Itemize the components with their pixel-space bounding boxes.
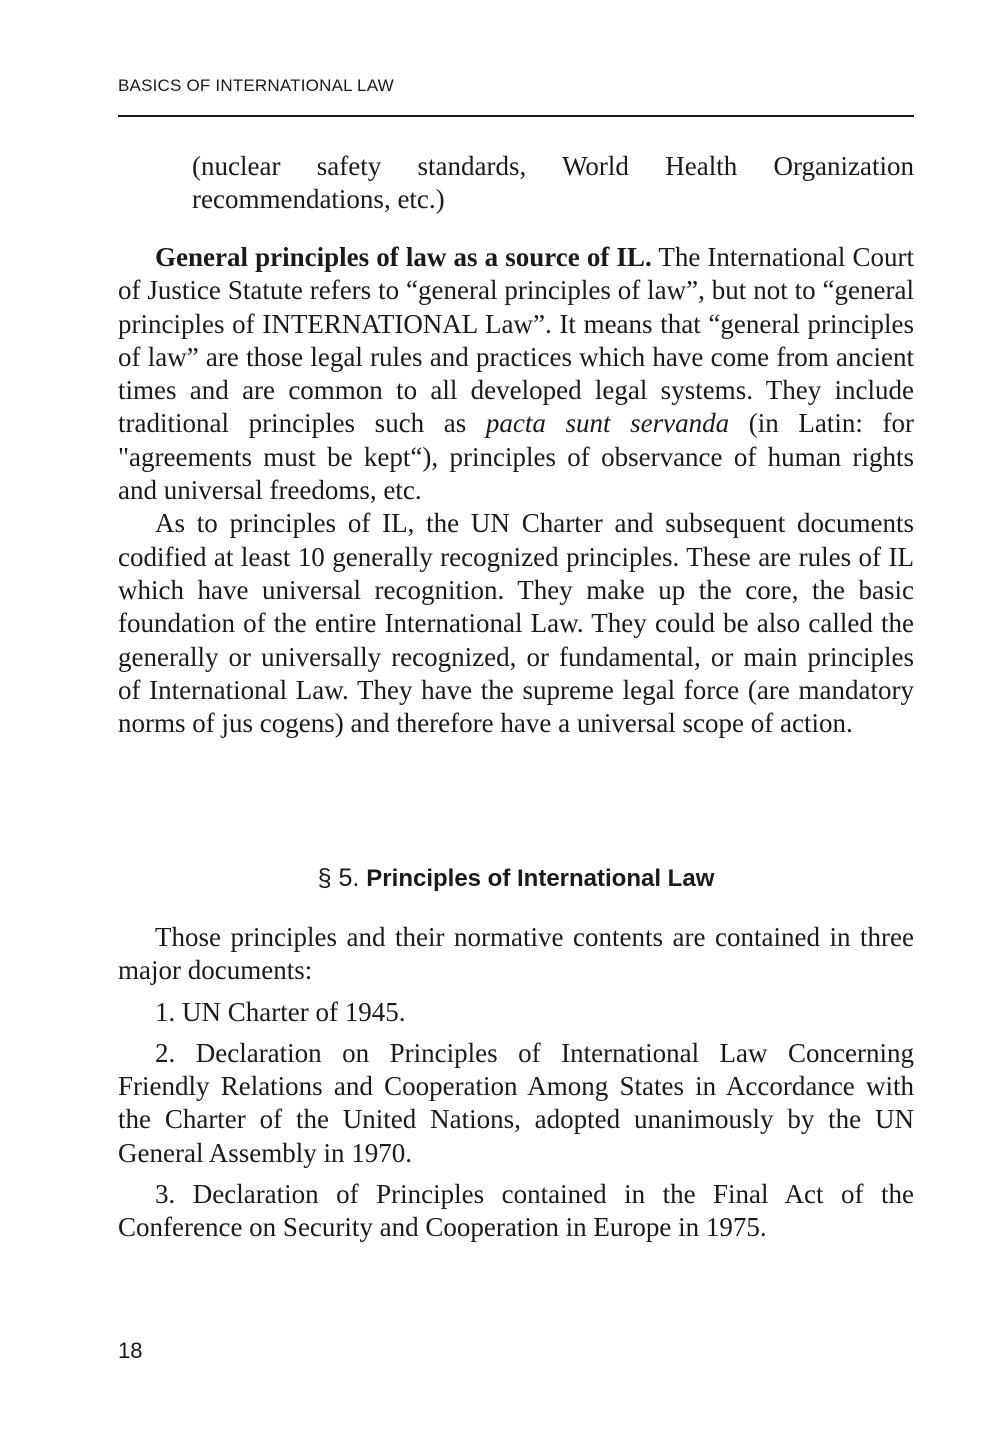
header-rule — [118, 115, 914, 117]
latin-term: pacta sunt servanda — [485, 408, 730, 439]
section-heading — [118, 864, 914, 893]
section-number: § 5. — [317, 864, 360, 892]
general-principles-text-2: (in Latin: for "agreements must be kept“), principles of observance of human rights and universal freedoms, etc. — [118, 408, 914, 506]
list-item: 1. UN Charter of 1945. — [155, 996, 406, 1027]
continued-text: (nuclear safety standards, World Health Organization recommendations, etc.) — [192, 151, 914, 215]
list-item: 3. Declaration of Principles contained in the Final Act of the Conference on Security and Cooperation in Europe in 1975. — [118, 1179, 914, 1243]
general-principles-section — [118, 241, 914, 740]
page-number: 18 — [118, 1338, 143, 1363]
section-intro: Those principles and their normative contents are contained in three major documents: — [118, 922, 914, 986]
list-item: 2. Declaration on Principles of International Law Concerning Friendly Relations and Cooperation Among States in Accordance with the Charter of the United Nations, adopted unanimously by the UN General Assembly in 1970. — [118, 1037, 914, 1168]
general-principles-paragraph — [118, 241, 914, 507]
running-header: BASICS OF INTERNATIONAL LAW — [118, 76, 394, 95]
section-body — [118, 921, 914, 1245]
continued-text-block — [118, 150, 914, 217]
principles-paragraph: As to principles of IL, the UN Charter and subsequent documents codified at least 10 generally recognized principles. These are rules of IL which have universal recognition. They make up the core, the basic foundation of the entire International Law. They could be also called the generally or universally recognized, or fundamental, or main principles of International Law. They have the supreme legal force (are mandatory norms of jus cogens) and therefore have a universal scope of action. — [118, 508, 914, 739]
general-principles-text-1: The International Court of Justice Statute refers to “general principles of law”, but not to “general principles of INTERNATIONAL Law”. It means that “general principles of law” are those legal rules and practices which have come from ancient times and are common to all developed legal systems. They include traditional principles such as — [118, 242, 914, 439]
general-principles-lead: General principles of law as a source of IL. — [155, 242, 652, 272]
section-title: Principles of International Law — [366, 865, 715, 892]
